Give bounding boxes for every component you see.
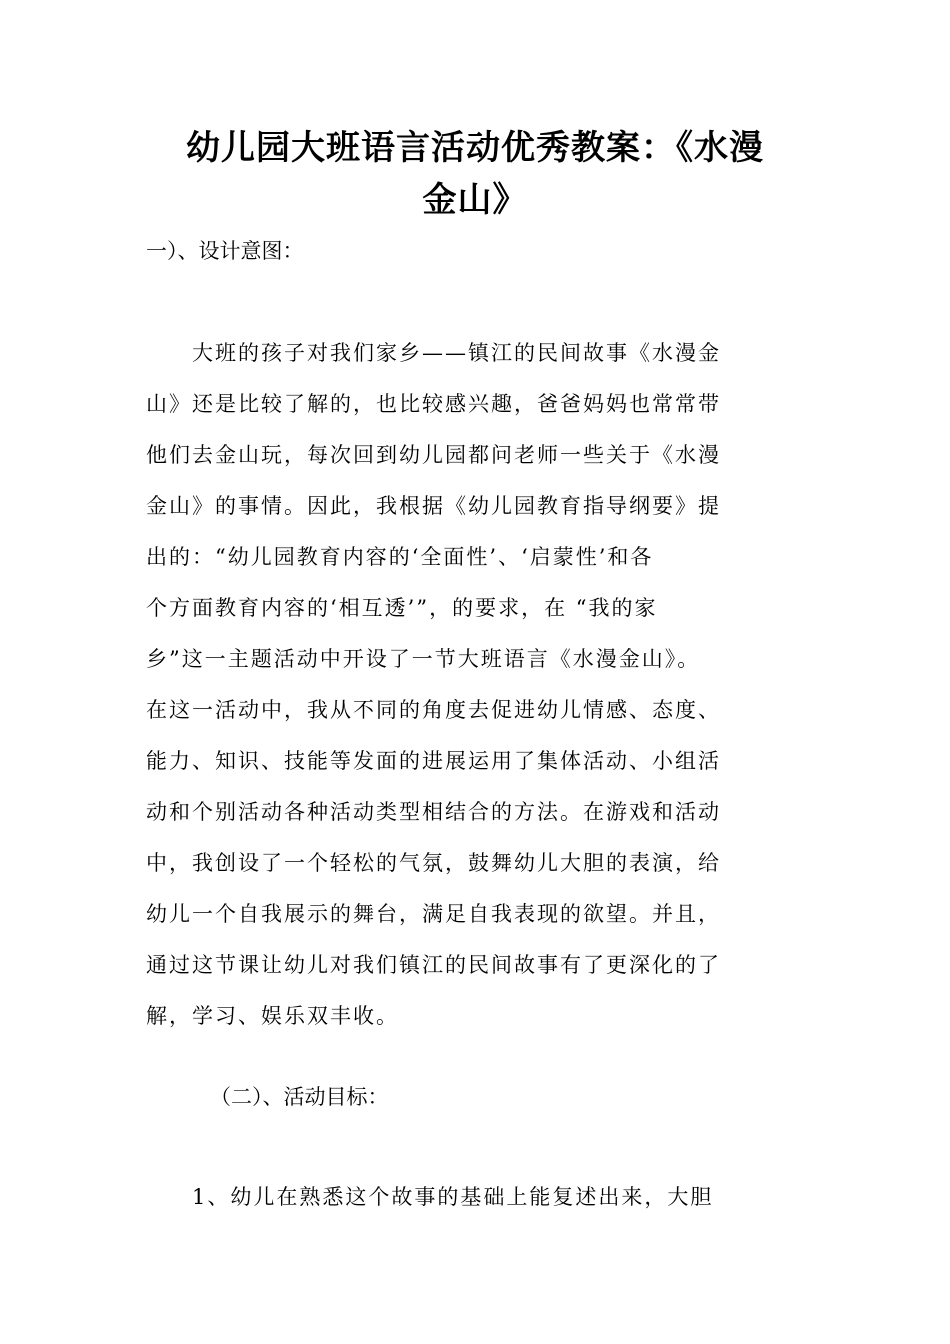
paragraph-line: 幼儿一个自我展示的舞台，满足自我表现的欲望。并且， [146,902,721,926]
paragraph-line: 山》还是比较了解的，也比较感兴趣，爸爸妈妈也常常带 [146,392,721,416]
section-heading-activity-goals: （二）、活动目标： [210,1085,389,1109]
section-heading-design-intent: 一）、设计意图： [146,239,304,263]
paragraph-line: 能力、知识、技能等发面的进展运用了集体活动、小组活 [146,749,721,773]
paragraph-line: 在这一活动中，我从不同的角度去促进幼儿情感、态度、 [146,698,721,722]
activity-goals-paragraph [146,1172,810,1223]
title-line-2: 金山》 [422,180,528,220]
paragraph-line: 中，我创设了一个轻松的气氛，鼓舞幼儿大胆的表演，给 [146,851,721,875]
paragraph-line: 他们去金山玩，每次回到幼儿园都问老师一些关于《水漫 [146,443,721,467]
paragraph-line: 解，学习、娱乐双丰收。 [146,1004,399,1028]
paragraph-line: 大班的孩子对我们家乡——镇江的民间故事《水漫金 [146,341,721,365]
document-title [140,122,810,226]
paragraph-line: 1、幼儿在熟悉这个故事的基础上能复述出来，大胆 [146,1185,714,1209]
paragraph-line: 乡”这一主题活动中开设了一节大班语言《水漫金山》。 [146,647,701,671]
paragraph-line: 个方面教育内容的‘相互透’”，的要求，在 “我的家 [146,596,658,620]
paragraph-line: 动和个别活动各种活动类型相结合的方法。在游戏和活动 [146,800,721,824]
paragraph-line: 通过这节课让幼儿对我们镇江的民间故事有了更深化的了 [146,953,721,977]
paragraph-line: 金山》的事情。因此，我根据《幼儿园教育指导纲要》提 [146,494,721,518]
paragraph-line: 出的：“幼儿园教育内容的‘全面性’、‘启蒙性’和各 [146,545,654,569]
title-line-1: 幼儿园大班语言活动优秀教案：《水漫 [186,128,764,168]
design-intent-paragraph [146,328,810,1042]
